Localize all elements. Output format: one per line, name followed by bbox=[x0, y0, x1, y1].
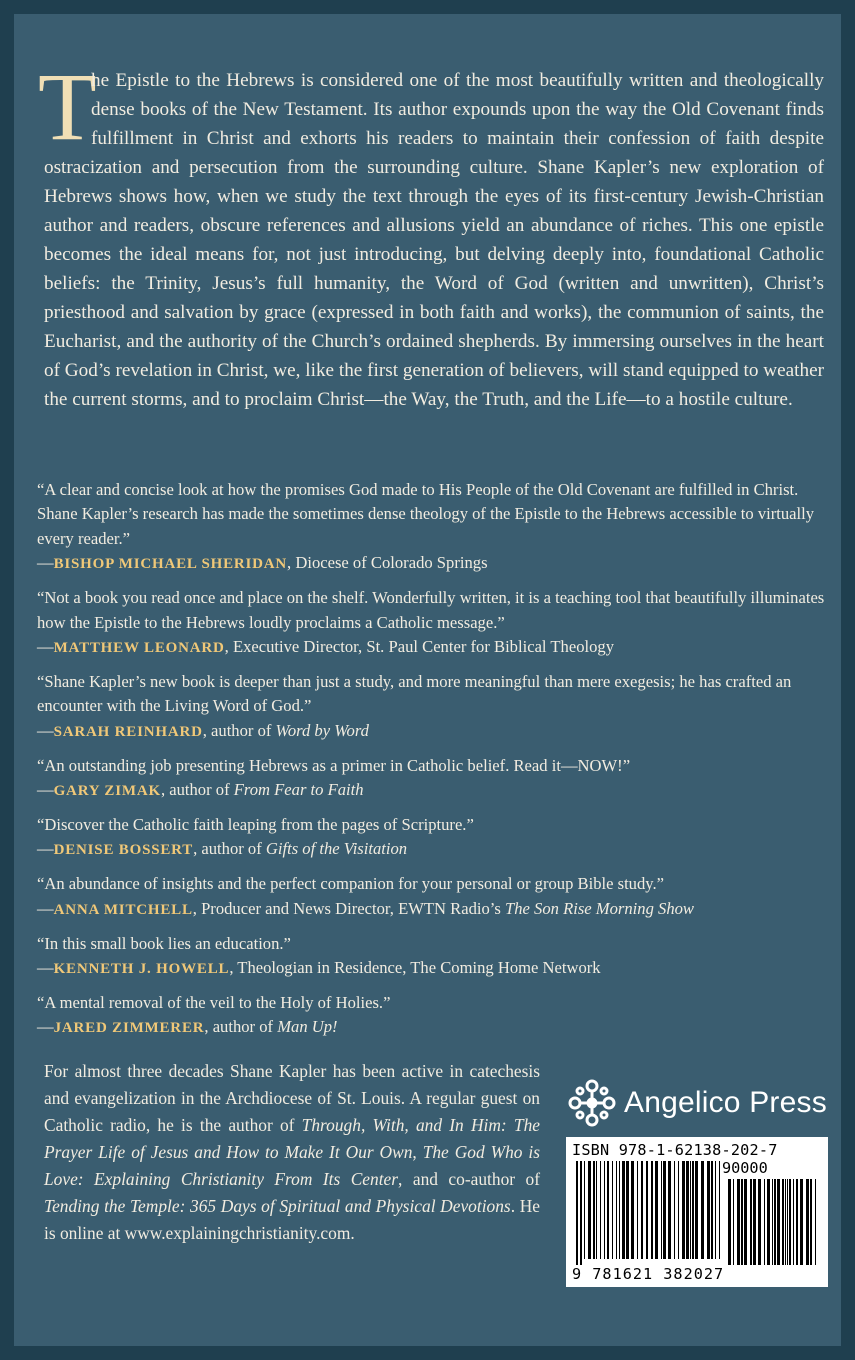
price-code: 90000 bbox=[722, 1159, 768, 1177]
endorsement-quote: “In this small book lies an education.” bbox=[37, 933, 291, 953]
endorser-name: SARAH REINHARD bbox=[53, 723, 203, 740]
barcode-addon-bar bbox=[774, 1179, 776, 1265]
barcode-bar bbox=[674, 1161, 675, 1259]
barcode-addon-bar bbox=[796, 1179, 798, 1265]
endorser-name: ANNA MITCHELL bbox=[53, 901, 193, 918]
drop-cap: T bbox=[38, 53, 97, 160]
barcode-bar bbox=[607, 1161, 609, 1259]
endorser-name: KENNETH J. HOWELL bbox=[53, 960, 230, 977]
barcode-addon-bar bbox=[789, 1179, 791, 1265]
endorser-name: MATTHEW LEONARD bbox=[53, 639, 225, 656]
endorser-name: GARY ZIMAK bbox=[53, 782, 161, 799]
endorsement bbox=[37, 478, 827, 577]
endorser-affiliation: , author of bbox=[193, 839, 266, 859]
barcode-addon-bar bbox=[728, 1179, 731, 1265]
barcode-addon-bar bbox=[787, 1179, 788, 1265]
endorsement-attribution bbox=[37, 778, 827, 803]
endorsement bbox=[37, 754, 827, 804]
bio-text: , bbox=[412, 1142, 423, 1162]
endorsement-quote: “A clear and concise look at how the promises God made to His People of the Old Covenant are fulfilled in Christ. Shane Kapler’s research has made the sometimes dense theology of the Epistle to the Hebrews accessible to virtually every reader.” bbox=[37, 480, 815, 548]
endorsement-quote: “An outstanding job presenting Hebrews as a primer in Catholic belief. Read it—NOW!” bbox=[37, 755, 631, 775]
endorsement bbox=[37, 872, 827, 922]
description-text: he Epistle to the Hebrews is considered one of the most beautifully written and theologically dense books of the New Testament. Its author expounds upon the way the Old Covenant finds fulfillment in Christ and exhorts his readers to maintain their confession of faith despite ostracization and persecution from the surrounding culture. Shane Kapler’s new exploration of Hebrews shows how, when we study the text through the eyes of its first-century Jewish-Christian author and readers, obscure references and allusions yield an abundance of riches. This one epistle becomes the ideal means for, not just introducing, but delving deeply into, foundational Catholic beliefs: the Trinity, Jesus’s full humanity, the Word of God (written and unwritten), Christ’s priesthood and salvation by grace (expressed in both faith and works), the communion of saints, the Eucharist, and the authority of the Church’s ordained shepherds. By immersing ourselves in the heart of God’s revelation in Christ, we, like the first generation of believers, will stand equipped to weather the current storms, and to proclaim Christ—the Way, the Truth, and the Life—to a hostile culture. bbox=[44, 70, 824, 410]
endorser-work-title: Man Up! bbox=[277, 1017, 338, 1037]
barcode-bar bbox=[701, 1161, 704, 1259]
barcode-addon-bar bbox=[767, 1179, 770, 1265]
endorser-affiliation: , author of bbox=[204, 1017, 278, 1037]
barcode-addon-bar bbox=[744, 1179, 747, 1265]
attribution-dash: — bbox=[37, 1017, 54, 1037]
endorsement-quote: “Shane Kapler’s new book is deeper than just a study, and more meaningful than mere exegesis; he has crafted an encounter with the Living Word of God.” bbox=[37, 671, 792, 716]
barcode-bar bbox=[682, 1161, 685, 1259]
endorser-name: DENISE BOSSERT bbox=[53, 842, 194, 859]
barcode-addon-bar bbox=[793, 1179, 794, 1265]
barcode-bar bbox=[646, 1161, 648, 1259]
endorsements-list bbox=[37, 478, 827, 1050]
barcode-bar bbox=[580, 1161, 582, 1265]
barcode-addon-bar bbox=[733, 1179, 734, 1265]
barcode-bar bbox=[584, 1161, 585, 1259]
barcode-bar bbox=[616, 1161, 617, 1259]
barcode-bar bbox=[626, 1161, 629, 1259]
isbn-number: ISBN 978-1-62138-202-7 bbox=[572, 1141, 778, 1159]
isbn-barcode bbox=[566, 1137, 828, 1287]
endorsement-attribution bbox=[37, 1015, 827, 1040]
endorser-affiliation: , Diocese of Colorado Springs bbox=[287, 553, 488, 573]
barcode-bar bbox=[596, 1161, 597, 1259]
attribution-dash: — bbox=[37, 839, 54, 859]
endorsement bbox=[37, 991, 827, 1041]
barcode-addon-bar bbox=[815, 1179, 816, 1265]
attribution-dash: — bbox=[37, 779, 54, 799]
barcode-addon-bar bbox=[785, 1179, 786, 1265]
endorser-affiliation: , Theologian in Residence, The Coming Home Network bbox=[229, 957, 601, 977]
publisher-name: Angelico Press bbox=[624, 1086, 827, 1119]
barcode-addon-bar bbox=[753, 1179, 756, 1265]
bio-text: . He is online at www.explainingchristianity.com. bbox=[44, 1196, 540, 1243]
endorsement-quote: “A mental removal of the veil to the Holy of Holies.” bbox=[37, 992, 391, 1012]
barcode-addon-bar bbox=[758, 1179, 761, 1265]
cross-ornament-icon bbox=[566, 1077, 618, 1129]
attribution-dash: — bbox=[37, 553, 54, 573]
endorsement bbox=[37, 813, 827, 863]
endorsement-attribution bbox=[37, 551, 827, 576]
ean-number: 9 781621 382027 bbox=[572, 1265, 725, 1283]
barcode-bar bbox=[576, 1161, 578, 1265]
barcode-bar bbox=[588, 1161, 591, 1259]
endorsement bbox=[37, 932, 827, 982]
barcode-bar bbox=[707, 1161, 710, 1259]
endorsement-attribution bbox=[37, 719, 827, 744]
endorser-work-title: The Son Rise Morning Show bbox=[505, 898, 694, 918]
bio-book-title: Tending the Temple: 365 Days of Spiritual and Physical Devotions bbox=[44, 1196, 511, 1216]
barcode-addon-bar bbox=[772, 1179, 773, 1265]
endorsement-quote: “Not a book you read once and place on the shelf. Wonderfully written, it is a teaching tool that beautifully illuminates how the Epistle to the Hebrews loudly proclaims a Catholic message.” bbox=[37, 588, 825, 632]
author-bio bbox=[44, 1058, 540, 1247]
barcode-addon-bar bbox=[800, 1179, 803, 1265]
barcode-bar bbox=[711, 1161, 713, 1259]
attribution-dash: — bbox=[37, 898, 54, 918]
endorsement-quote: “Discover the Catholic faith leaping from the pages of Scripture.” bbox=[37, 814, 474, 834]
barcode-bar bbox=[619, 1161, 620, 1259]
endorser-affiliation: , author of bbox=[160, 779, 234, 799]
bio-book-title: The God Who is Love: Explaining Christianity From Its Center bbox=[44, 1142, 540, 1189]
barcode-bar bbox=[692, 1161, 694, 1259]
barcode-addon-bar bbox=[782, 1179, 784, 1265]
barcode-bar bbox=[637, 1161, 638, 1259]
endorsement-attribution bbox=[37, 635, 827, 660]
barcode-bar bbox=[631, 1161, 634, 1259]
endorser-work-title: Gifts of the Visitation bbox=[265, 839, 408, 859]
barcode-bar bbox=[655, 1161, 658, 1259]
endorsement bbox=[37, 586, 827, 660]
endorser-work-title: From Fear to Faith bbox=[233, 779, 364, 799]
barcode-bar bbox=[622, 1161, 625, 1259]
bio-text: For almost three decades Shane Kapler has been active in catechesis and evangelization in the Archdiocese of St. Louis. A regular guest on Catholic radio, he is the author of bbox=[44, 1061, 540, 1135]
barcode-addon-bar bbox=[806, 1179, 809, 1265]
bio-text: , and co-author of bbox=[398, 1169, 541, 1189]
barcode-addon-bar bbox=[741, 1179, 743, 1265]
barcode-bar bbox=[695, 1161, 698, 1259]
publisher-logo bbox=[566, 1073, 836, 1133]
endorser-name: JARED ZIMMERER bbox=[53, 1020, 205, 1037]
bio-book-title: Through, With, and In Him: The Prayer Life of Jesus and How to Make It Our Own bbox=[44, 1115, 540, 1162]
barcode-bar bbox=[641, 1161, 643, 1259]
endorsement-attribution bbox=[37, 956, 827, 981]
barcode-addon-bar bbox=[750, 1179, 752, 1265]
barcode-addon-bar bbox=[777, 1179, 780, 1265]
barcode-bar bbox=[678, 1161, 679, 1259]
barcode-addon-bar bbox=[810, 1179, 812, 1265]
barcode-bar bbox=[663, 1161, 666, 1259]
barcode-bar bbox=[600, 1161, 601, 1259]
endorsement-quote: “An abundance of insights and the perfect companion for your personal or group Bible study.” bbox=[37, 874, 665, 894]
endorser-affiliation: , Executive Director, St. Paul Center for Biblical Theology bbox=[224, 636, 614, 656]
barcode-bar bbox=[719, 1161, 720, 1259]
attribution-dash: — bbox=[37, 957, 54, 977]
book-description bbox=[38, 53, 824, 414]
attribution-dash: — bbox=[37, 636, 54, 656]
endorser-name: BISHOP MICHAEL SHERIDAN bbox=[53, 556, 288, 573]
barcode-bar bbox=[715, 1161, 716, 1259]
barcode-bar bbox=[612, 1161, 613, 1259]
endorsement-attribution bbox=[37, 837, 827, 862]
endorser-work-title: Word by Word bbox=[275, 720, 369, 740]
endorser-affiliation: , author of bbox=[202, 720, 276, 740]
barcode-bar bbox=[593, 1161, 595, 1259]
barcode-addon-bar bbox=[764, 1179, 765, 1265]
barcode-bar bbox=[690, 1161, 691, 1259]
endorsement bbox=[37, 670, 827, 744]
endorsement-attribution bbox=[37, 897, 827, 922]
barcode-bar bbox=[661, 1161, 662, 1259]
barcode-bar bbox=[651, 1161, 653, 1259]
barcode-bar bbox=[668, 1161, 671, 1259]
barcode-addon-bar bbox=[737, 1179, 740, 1265]
endorser-affiliation: , Producer and News Director, EWTN Radio’s bbox=[192, 898, 505, 918]
barcode-bar bbox=[686, 1161, 689, 1259]
barcode-bar bbox=[604, 1161, 605, 1259]
barcode-bars bbox=[572, 1161, 822, 1265]
attribution-dash: — bbox=[37, 720, 54, 740]
